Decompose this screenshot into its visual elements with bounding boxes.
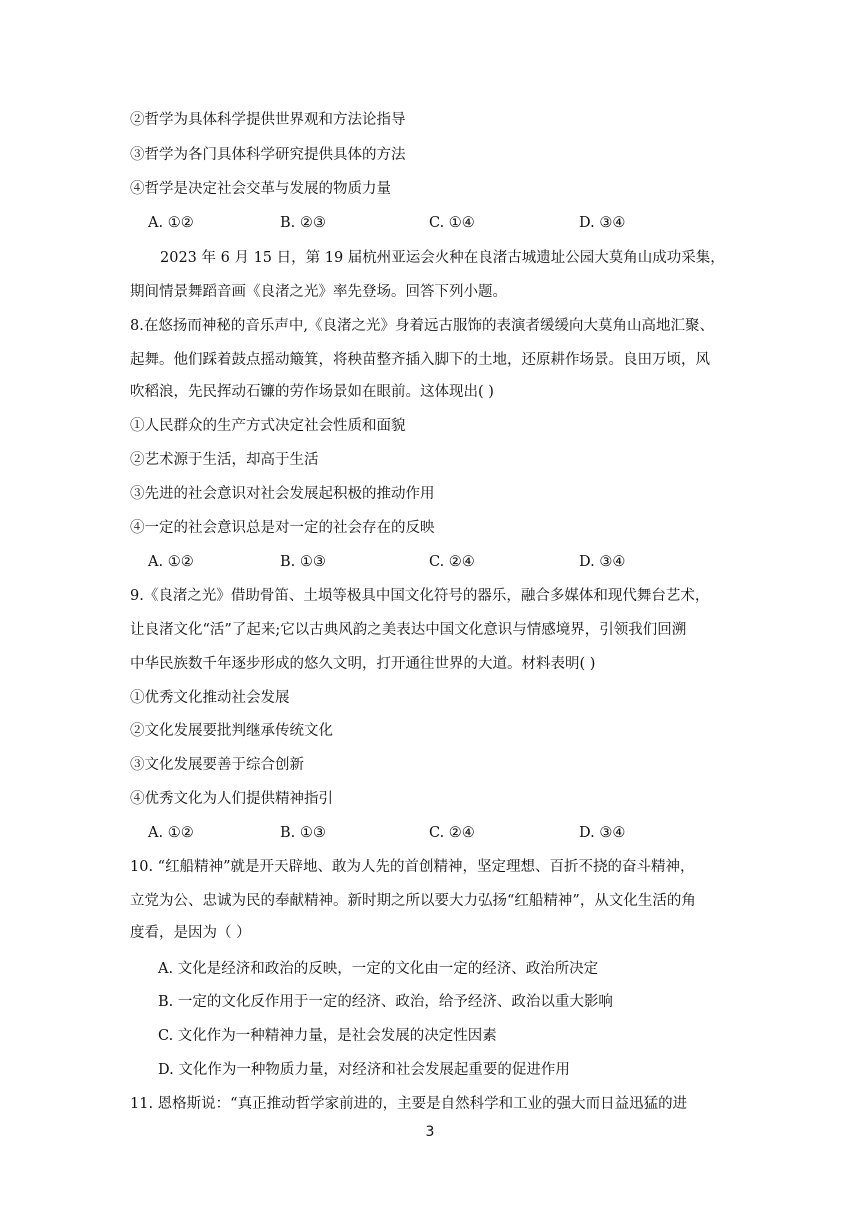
text-line: ④哲学是决定社会交革与发展的物质力量 <box>130 181 391 197</box>
text-line: 2023 年 6 月 15 日，第 19 届杭州亚运会火种在良渚古城遗址公园大莫角山成功采集， <box>160 250 725 266</box>
text-line: ②哲学为具体科学提供世界观和方法论指导 <box>130 112 406 128</box>
text-line: ②艺术源于生活，却高于生活 <box>130 452 319 468</box>
question-11: 11. 恩格斯说：“真正推动哲学家前进的，主要是自然科学和工业的强大而日益迅猛的进 <box>130 1096 688 1112</box>
option-a: A. 文化是经济和政治的反映，一定的文化由一定的经济、政治所决定 <box>158 961 599 977</box>
question-9: 9.《良渚之光》借助骨笛、土埙等极具中国文化符号的器乐，融合多媒体和现代舞台艺术， <box>130 588 710 604</box>
text-line: ②文化发展要批判继承传统文化 <box>130 723 333 739</box>
text-line: 起舞。他们踩着鼓点摇动簸箕，将秧苗整齐插入脚下的土地，还原耕作场景。良田万顷，风 <box>130 352 710 368</box>
choice-c: C. ①④ <box>429 215 475 231</box>
choice-a: A. ①② <box>148 554 194 570</box>
text-line: ①优秀文化推动社会发展 <box>130 690 290 706</box>
choice-d: D. ③④ <box>579 554 626 570</box>
option-d: D. 文化作为一种物质力量，对经济和社会发展起重要的促进作用 <box>158 1062 570 1078</box>
choice-d: D. ③④ <box>579 825 626 841</box>
choice-a: A. ①② <box>148 825 194 841</box>
page-number: 3 <box>425 1124 435 1140</box>
choice-c: C. ②④ <box>429 825 475 841</box>
text-line: ①人民群众的生产方式决定社会性质和面貌 <box>130 418 406 434</box>
option-c: C. 文化作为一种精神力量，是社会发展的决定性因素 <box>158 1028 497 1044</box>
choice-d: D. ③④ <box>579 215 626 231</box>
choice-b: B. ②③ <box>280 215 326 231</box>
text-line: ③先进的社会意识对社会发展起积极的推动作用 <box>130 486 435 502</box>
choice-b: B. ①③ <box>280 825 326 841</box>
question-10: 10. “红船精神”就是开天辟地、敢为人先的首创精神，坚定理想、百折不挠的奋斗精神， <box>130 859 695 875</box>
question-8: 8.在悠扬而神秘的音乐声中,《良渚之光》身着远古服饰的表演者缓缓向大莫角山高地汇聚、 <box>130 318 714 334</box>
text-line: 中华民族数千年逐步形成的悠久文明，打开通往世界的大道。材料表明( ) <box>130 656 596 672</box>
text-line: 让良渚文化“活”了起来;它以古典风韵之美表达中国文化意识与情感境界，引领我们回溯 <box>130 622 687 638</box>
text-line: ③文化发展要善于综合创新 <box>130 757 304 773</box>
choice-c: C. ②④ <box>429 554 475 570</box>
choice-a: A. ①② <box>148 215 194 231</box>
option-b: B. 一定的文化反作用于一定的经济、政治，给予经济、政治以重大影响 <box>158 994 613 1010</box>
text-line: 度看，是因为（ ） <box>130 925 251 941</box>
choice-b: B. ①③ <box>280 554 326 570</box>
text-line: ③哲学为各门具体科学研究提供具体的方法 <box>130 147 406 163</box>
text-line: ④优秀文化为人们提供精神指引 <box>130 791 333 807</box>
text-line: 吹稻浪，先民挥动石镰的劳作场景如在眼前。这体现出( ) <box>130 384 494 400</box>
text-line: 期间情景舞蹈音画《良渚之光》率先登场。回答下列小题。 <box>130 284 507 300</box>
text-line: 立党为公、忠诚为民的奉献精神。新时期之所以要大力弘扬“红船精神”，从文化生活的角 <box>130 893 696 909</box>
text-line: ④一定的社会意识总是对一定的社会存在的反映 <box>130 520 435 536</box>
